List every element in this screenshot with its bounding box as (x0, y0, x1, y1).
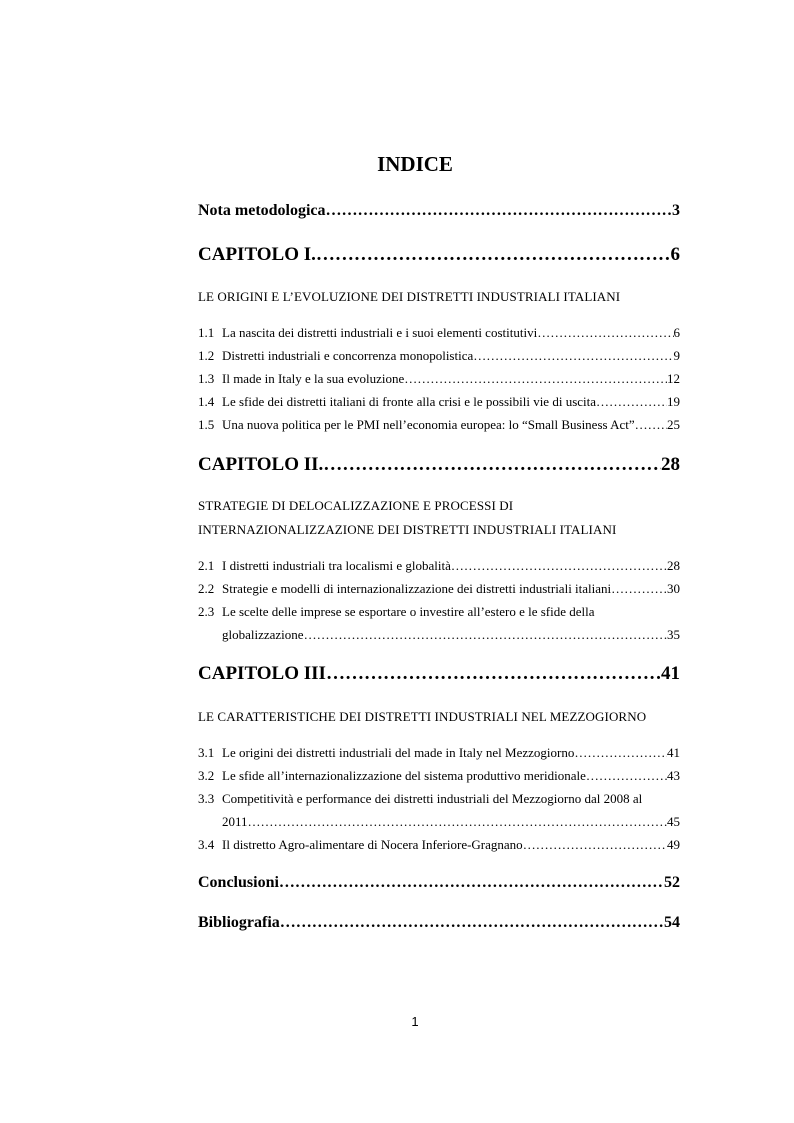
leader-dots (248, 814, 667, 830)
toc-item-1-5[interactable] (198, 417, 680, 433)
item-number: 2.1 (198, 558, 215, 573)
toc-entry-label: Conclusioni (198, 874, 279, 891)
page-title: INDICE (377, 152, 453, 176)
toc-item-3-1[interactable] (198, 745, 680, 761)
item-page: 43 (667, 768, 680, 783)
item-page: 30 (667, 581, 680, 596)
item-number: 1.3 (198, 371, 215, 386)
item-number: 3.3 (198, 791, 215, 806)
item-label: Competitività e performance dei distretti industriali del Mezzogiorno dal 2008 al (222, 791, 643, 806)
item-page: 41 (667, 745, 680, 760)
leader-dots (323, 454, 661, 476)
chapter-2-subtitle-line-2: INTERNAZIONALIZZAZIONE DEI DISTRETTI INDUSTRIALI ITALIANI (198, 522, 617, 537)
leader-dots (304, 627, 667, 643)
leader-dots (586, 768, 667, 784)
item-label: Strategie e modelli di internazionalizzazione dei distretti industriali italiani (222, 581, 612, 596)
item-page: 25 (667, 417, 680, 432)
leader-dots (451, 558, 667, 574)
toc-entry-label: Nota metodologica (198, 202, 326, 219)
item-page: 45 (667, 814, 680, 829)
chapter-page: 6 (670, 244, 680, 265)
item-number: 1.2 (198, 348, 215, 363)
toc-entry-nota[interactable] (198, 202, 680, 220)
toc-item-3-4[interactable] (198, 837, 680, 853)
item-number: 3.2 (198, 768, 215, 783)
chapter-page: 41 (661, 663, 680, 684)
toc-entry-page: 54 (664, 914, 680, 931)
toc-entry-label: Bibliografia (198, 914, 280, 931)
item-page: 35 (667, 627, 680, 642)
toc-item-2-3[interactable] (198, 604, 595, 620)
page-number: 1 (411, 1014, 419, 1029)
item-label: La nascita dei distretti industriali e i suoi elementi costitutivi (222, 325, 538, 340)
chapter-label: CAPITOLO III (198, 663, 326, 684)
toc-entry-bibliografia[interactable] (198, 914, 680, 932)
item-page: 49 (667, 837, 680, 852)
leader-dots (326, 202, 672, 220)
leader-dots (280, 914, 664, 932)
item-number: 1.1 (198, 325, 215, 340)
leader-dots (596, 394, 667, 410)
leader-dots (279, 874, 664, 892)
toc-item-3-3-continuation[interactable] (222, 814, 680, 830)
item-label: Le sfide all’internazionalizzazione del sistema produttivo meridionale (222, 768, 586, 783)
item-number: 1.5 (198, 417, 215, 432)
toc-chapter-3[interactable] (198, 663, 680, 685)
item-label: Il made in Italy e la sua evoluzione (222, 371, 405, 386)
toc-item-3-2[interactable] (198, 768, 680, 784)
toc-chapter-1[interactable] (198, 244, 680, 266)
chapter-page: 28 (661, 454, 680, 475)
toc-item-1-2[interactable] (198, 348, 680, 364)
chapter-3-subtitle: LE CARATTERISTICHE DEI DISTRETTI INDUSTRIALI NEL MEZZOGIORNO (198, 709, 647, 724)
leader-dots (473, 348, 673, 364)
toc-chapter-2[interactable] (198, 454, 680, 476)
toc-item-1-3[interactable] (198, 371, 680, 387)
item-page: 28 (667, 558, 680, 573)
leader-dots (523, 837, 667, 853)
item-label-continuation: 2011 (222, 814, 248, 829)
item-label: Le origini dei distretti industriali del made in Italy nel Mezzogiorno (222, 745, 575, 760)
chapter-1-subtitle: LE ORIGINI E L’EVOLUZIONE DEI DISTRETTI INDUSTRIALI ITALIANI (198, 289, 621, 304)
item-label: Distretti industriali e concorrenza monopolistica (222, 348, 474, 363)
toc-item-3-3[interactable] (198, 791, 642, 807)
toc-entry-page: 52 (664, 874, 680, 891)
chapter-label: CAPITOLO II. (198, 454, 324, 475)
item-number: 1.4 (198, 394, 215, 409)
leader-dots (611, 581, 667, 597)
toc-item-2-1[interactable] (198, 558, 680, 574)
item-page: 9 (673, 348, 680, 363)
toc-item-2-2[interactable] (198, 581, 680, 597)
item-label-continuation: globalizzazione (222, 627, 304, 642)
item-number: 2.3 (198, 604, 215, 619)
leader-dots (326, 663, 661, 685)
item-label: Una nuova politica per le PMI nell’economia europea: lo “Small Business Act” (222, 417, 635, 432)
item-label: Le sfide dei distretti italiani di fronte alla crisi e le possibili vie di uscita (222, 394, 597, 409)
item-number: 3.1 (198, 745, 215, 760)
toc-item-1-4[interactable] (198, 394, 680, 410)
leader-dots (537, 325, 673, 341)
item-page: 19 (667, 394, 680, 409)
item-number: 3.4 (198, 837, 215, 852)
leader-dots (574, 745, 667, 761)
leader-dots (404, 371, 667, 387)
toc-entry-page: 3 (672, 202, 680, 219)
toc-item-1-1[interactable] (198, 325, 680, 341)
toc-item-2-3-continuation[interactable] (222, 627, 680, 643)
item-label: Le scelte delle imprese se esportare o investire all’estero e le sfide della (222, 604, 595, 619)
chapter-2-subtitle-line-1: STRATEGIE DI DELOCALIZZAZIONE E PROCESSI DI (198, 498, 514, 513)
item-number: 2.2 (198, 581, 215, 596)
item-page: 12 (667, 371, 680, 386)
item-label: I distretti industriali tra localismi e globalità (222, 558, 451, 573)
toc-entry-conclusioni[interactable] (198, 874, 680, 892)
item-label: Il distretto Agro-alimentare di Nocera Inferiore-Gragnano (222, 837, 523, 852)
chapter-label: CAPITOLO I. (198, 244, 316, 265)
leader-dots (316, 244, 671, 266)
leader-dots (635, 417, 667, 433)
item-page: 6 (673, 325, 680, 340)
